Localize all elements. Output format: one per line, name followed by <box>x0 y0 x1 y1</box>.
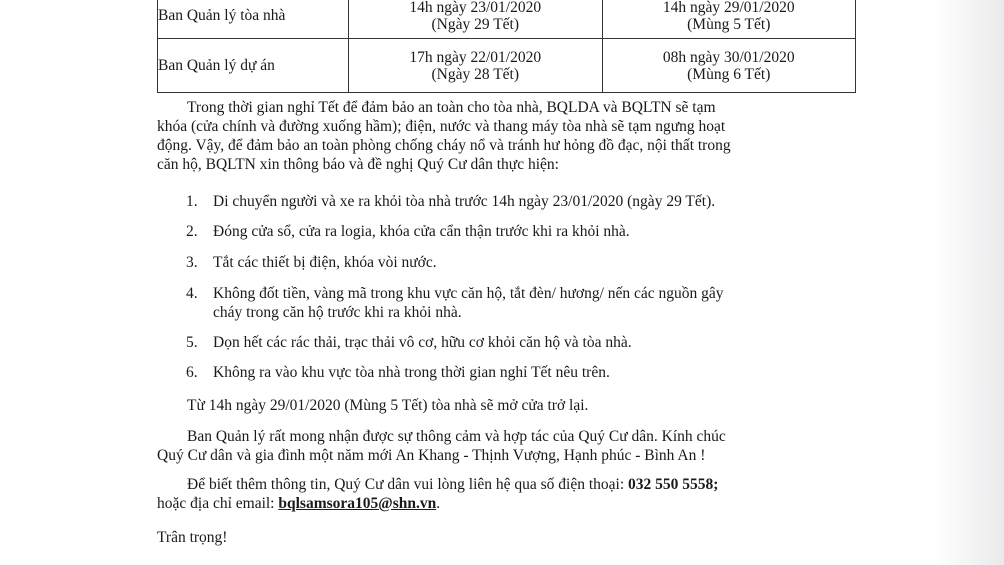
item-number: 3. <box>186 254 198 271</box>
item-text: cháy trong căn hộ trước khi ra khỏi nhà. <box>213 304 462 321</box>
unit-cell: Ban Quản lý tòa nhà <box>158 0 349 39</box>
intro-line: Trong thời gian nghỉ Tết để đảm bảo an toàn cho tòa nhà, BQLDA và BQLTN sẽ tạm <box>187 99 716 116</box>
open-time-cell <box>602 39 856 93</box>
item-text: Không đốt tiền, vàng mã trong khu vực căn hộ, tắt đèn/ hương/ nến các nguồn gây <box>213 285 724 302</box>
list-item <box>186 192 856 211</box>
item-number: 5. <box>186 334 198 351</box>
intro-line: căn hộ, BQLTN xin thông báo và đề nghị Quý Cư dân thực hiện: <box>157 156 559 173</box>
list-item <box>186 253 856 272</box>
contact-punct: ; <box>713 476 719 493</box>
item-number: 2. <box>186 223 198 240</box>
wishes-line: Quý Cư dân và gia đình một năm mới An Khang - Thịnh Vượng, Hạnh phúc - Bình An ! <box>157 447 706 464</box>
intro-line: khóa (cửa chính và đường xuống hầm); điện, nước và thang máy tòa nhà sẽ tạm ngưng hoạt <box>157 118 726 135</box>
reopen-paragraph <box>157 396 857 415</box>
item-number: 4. <box>186 285 198 302</box>
closing-line <box>157 528 857 547</box>
contact-text: hoặc địa chỉ email: <box>157 495 275 512</box>
list-item <box>186 222 856 241</box>
schedule-table <box>157 0 856 93</box>
close-time-cell <box>349 39 603 93</box>
open-note: (Mùng 5 Tết) <box>687 15 771 33</box>
open-note: (Mùng 6 Tết) <box>687 65 771 83</box>
item-text: Không ra vào khu vực tòa nhà trong thời gian nghỉ Tết nêu trên. <box>213 364 610 381</box>
item-text: Di chuyển người và xe ra khỏi tòa nhà trước 14h ngày 23/01/2020 (ngày 29 Tết). <box>213 193 716 210</box>
open-time: 08h ngày 30/01/2020 <box>662 48 795 66</box>
wishes-line: Ban Quản lý rất mong nhận được sự thông cảm và hợp tác của Quý Cư dân. Kính chúc <box>187 428 726 445</box>
table-row <box>158 39 856 93</box>
phone-number: 032 550 5558 <box>628 476 714 493</box>
list-item <box>186 284 856 322</box>
list-item <box>186 363 856 382</box>
contact-paragraph <box>157 475 857 513</box>
open-time: 14h ngày 29/01/2020 <box>662 0 795 16</box>
close-note: (Ngày 28 Tết) <box>431 65 520 83</box>
item-text: Tắt các thiết bị điện, khóa vòi nước. <box>213 254 437 271</box>
contact-text: Để biết thêm thông tin, Quý Cư dân vui lòng liên hệ qua số điện thoại: <box>187 476 625 493</box>
item-text: Đóng cửa sổ, cửa ra logia, khóa cửa cẩn thận trước khi ra khỏi nhà. <box>213 223 630 240</box>
list-item <box>186 333 856 352</box>
item-number: 1. <box>186 193 198 210</box>
intro-line: động. Vậy, để đảm bảo an toàn phòng chống cháy nổ và tránh hư hỏng đồ đạc, nội thất trong <box>157 137 731 154</box>
close-note: (Ngày 29 Tết) <box>431 15 520 33</box>
close-time: 17h ngày 22/01/2020 <box>409 48 542 66</box>
reopen-text: Từ 14h ngày 29/01/2020 (Mùng 5 Tết) tòa nhà sẽ mở cửa trở lại. <box>187 397 589 414</box>
item-number: 6. <box>186 364 198 381</box>
table-row <box>158 0 856 39</box>
contact-punct: . <box>436 495 441 512</box>
wishes-paragraph <box>157 427 857 465</box>
item-text: Dọn hết các rác thải, trạc thải vô cơ, hữu cơ khỏi căn hộ và tòa nhà. <box>213 334 632 351</box>
item-text-block <box>213 284 856 322</box>
closing-text: Trân trọng! <box>157 529 228 546</box>
page-shadow <box>934 0 1004 565</box>
email-link[interactable]: bqlsamsora105@shn.vn <box>278 495 437 512</box>
close-time: 14h ngày 23/01/2020 <box>409 0 542 16</box>
open-time-cell <box>602 0 856 39</box>
close-time-cell <box>349 0 603 39</box>
unit-cell: Ban Quản lý dự án <box>158 39 349 93</box>
intro-paragraph <box>157 98 857 174</box>
